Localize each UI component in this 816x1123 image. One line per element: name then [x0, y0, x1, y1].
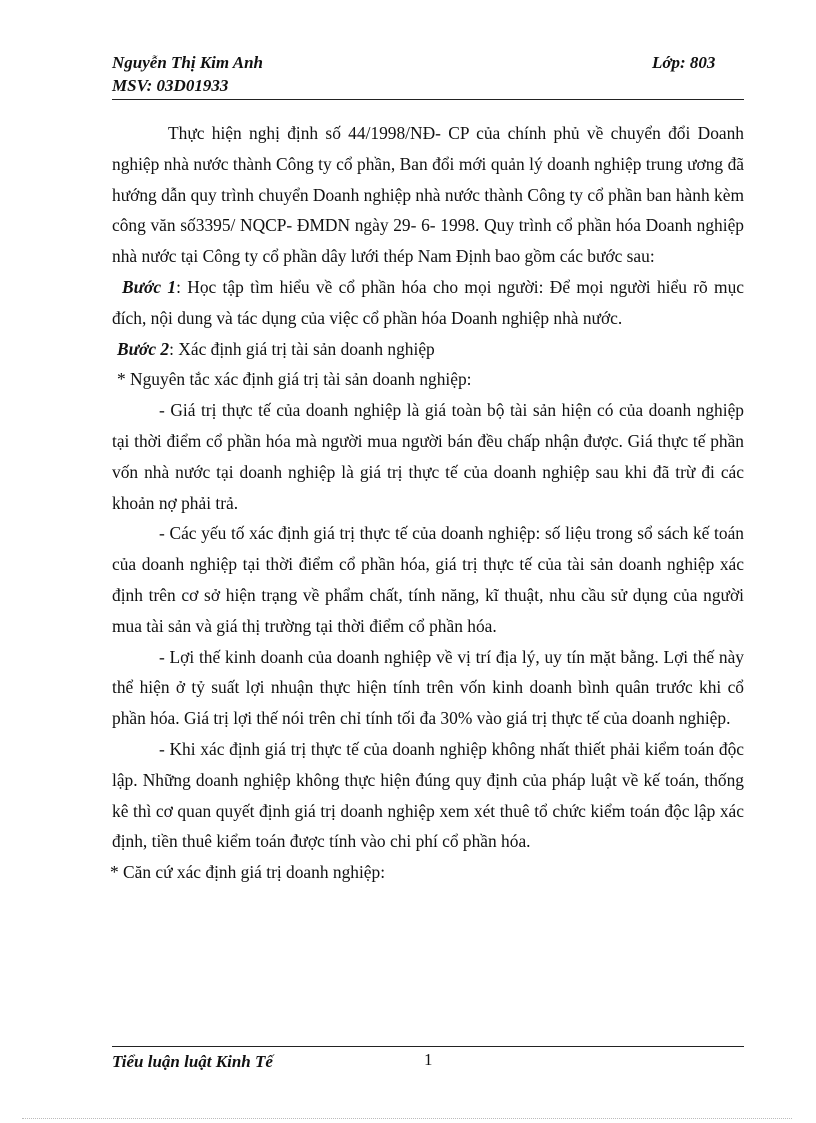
- page-bottom-dotted-border: [22, 1118, 792, 1119]
- author-name: Nguyễn Thị Kim Anh: [112, 53, 263, 72]
- step-2-text: : Xác định giá trị tài sản doanh nghiệp: [169, 338, 435, 359]
- step-2-paragraph: [112, 334, 744, 365]
- document-body: [112, 118, 744, 888]
- bullet-actual-value: - Giá trị thực tế của doanh nghiệp là giá toàn bộ tài sản hiện có của doanh nghiệp tại thời điểm cổ phần hóa mà người mua người bán đều chấp nhận được. Giá thực tế phần vốn nhà nước tại doanh nghiệp là giá trị thực tế của doanh nghiệp sau khi đã trừ đi các khoản nợ phải trả.: [112, 400, 744, 513]
- class-label: Lớp: 803: [652, 53, 716, 72]
- bullet-independent-audit: - Khi xác định giá trị thực tế của doanh nghiệp không nhất thiết phải kiểm toán độc lập. Những doanh nghiệp không thực hiện đúng quy định của pháp luật về kế toán, thống kê thì cơ quan quyết định giá trị doanh nghiệp xem xét thuê tổ chức kiểm toán độc lập xác định, tiền thuê kiểm toán được tính vào chi phí cổ phần hóa.: [112, 738, 744, 852]
- basis-heading: * Căn cứ xác định giá trị doanh nghiệp:: [110, 862, 386, 883]
- step-1-text: : Học tập tìm hiểu về cổ phần hóa cho mọi người: Để mọi người hiểu rõ mục đích, nội dung và tác dụng của việc cổ phần hóa Doanh nghiệp nhà nước.: [112, 276, 744, 328]
- page-number: 1: [424, 1050, 433, 1069]
- principle-heading: * Nguyên tắc xác định giá trị tài sản doanh nghiệp:: [117, 369, 472, 390]
- footer-title: Tiểu luận luật Kinh Tế: [112, 1052, 273, 1071]
- student-id: MSV: 03D01933: [112, 76, 229, 95]
- step-2-label: Bước 2: [117, 338, 170, 359]
- intro-paragraph: Thực hiện nghị định số 44/1998/NĐ- CP của chính phủ về chuyển đổi Doanh nghiệp nhà nước thành Công ty cổ phần, Ban đổi mới quản lý doanh nghiệp trung ương đã hướng dẫn quy trình chuyển Doanh nghiệp nhà nước thành Công ty cổ phần ban hành kèm công văn số3395/ NQCP- ĐMDN ngày 29- 6- 1998. Quy trình cổ phần hóa Doanh nghiệp nhà nước tại Công ty cổ phần dây lưới thép Nam Định bao gồm các bước sau:: [112, 123, 744, 267]
- step-1-label: Bước 1: [122, 276, 177, 297]
- step-1-paragraph: [112, 272, 744, 334]
- header-rule: [112, 99, 744, 100]
- bullet-value-factors: - Các yếu tố xác định giá trị thực tế của doanh nghiệp: số liệu trong sổ sách kế toán của doanh nghiệp tại thời điểm cổ phần hóa, giá trị thực tế của tài sản doanh nghiệp xác định trên cơ sở hiện trạng về phẩm chất, tính năng, kĩ thuật, nhu cầu sử dụng của người mua tài sản và giá thị trường tại thời điểm cổ phần hóa.: [112, 523, 744, 636]
- bullet-business-advantage: - Lợi thế kinh doanh của doanh nghiệp về vị trí địa lý, uy tín mặt bằng. Lợi thế này thể hiện ở tỷ suất lợi nhuận thực hiện tính trên vốn kinh doanh bình quân trước khi cổ phần hóa. Giá trị lợi thế nói trên chỉ tính tối đa 30% vào giá trị thực tế của doanh nghiệp.: [112, 646, 744, 729]
- footer-rule: [112, 1046, 744, 1047]
